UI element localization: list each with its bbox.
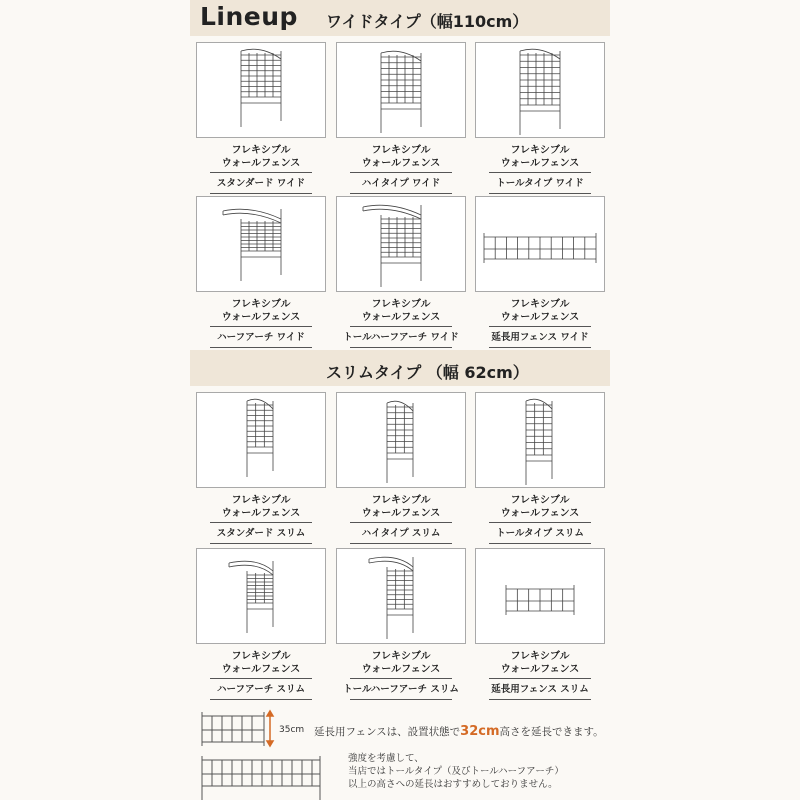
caption-divider [210,172,312,173]
slim-section-title: スリムタイプ （幅 62cm） [326,363,529,382]
product-line2: ウォールフェンス [500,508,580,519]
product-line1: フレキシブル [231,651,291,662]
product-image-frame [196,196,326,292]
extension-fence-illustration [198,708,278,748]
fence-illustration [476,197,604,291]
extension-note-pre: 延長用フェンスは、設置状態で [314,726,461,738]
caption-divider [350,193,452,194]
product-variant-name: ハイタイプ ワイド [361,178,441,189]
product-image-frame [196,42,326,138]
caption-divider [350,522,452,523]
product-line1: フレキシブル [371,299,431,310]
product-image-frame [196,392,326,488]
product-variant-name: ハイタイプ スリム [361,528,441,539]
wide-section-title: ワイドタイプ（幅110cm） [326,12,529,31]
extension-advice [348,752,564,791]
fence-illustration [197,393,325,487]
product-line1: フレキシブル [231,495,291,506]
extension-dimension-label: 35cm [279,725,305,735]
product-line2: ウォールフェンス [361,312,441,323]
product-image-frame [475,392,605,488]
product-variant-name: スタンダード スリム [216,528,306,539]
product-image-frame [196,548,326,644]
product-image-frame [336,196,466,292]
product-image-frame [336,42,466,138]
product-line2: ウォールフェンス [221,158,301,169]
advice-line: 以上の高さへの延長はおすすめしておりません。 [348,779,558,790]
caption-divider [210,678,312,679]
fence-illustration [337,43,465,137]
fence-illustration [337,197,465,291]
extension-note [314,724,604,739]
fence-illustration [197,43,325,137]
caption-divider [210,347,312,348]
caption-divider [350,543,452,544]
product-variant-name: トールハーフアーチ ワイド [343,332,459,343]
product-variant-name: 延長用フェンス ワイド [491,332,589,343]
product-line1: フレキシブル [371,495,431,506]
caption-divider [210,543,312,544]
advice-line: 当店ではトールタイプ（及びトールハーフアーチ） [348,766,564,777]
caption-divider [350,326,452,327]
fence-illustration [197,549,325,643]
product-line1: フレキシブル [371,651,431,662]
product-variant-name: トールハーフアーチ スリム [343,684,459,695]
product-line2: ウォールフェンス [221,508,301,519]
caption-divider [489,326,591,327]
fence-illustration [476,393,604,487]
product-image-frame [336,548,466,644]
caption-divider [210,193,312,194]
product-line1: フレキシブル [231,145,291,156]
fence-illustration [476,549,604,643]
product-variant-name: スタンダード ワイド [216,178,306,189]
product-line1: フレキシブル [510,495,570,506]
extended-fence-illustration [198,752,328,800]
product-line2: ウォールフェンス [361,664,441,675]
caption-divider [489,699,591,700]
caption-divider [350,347,452,348]
product-line1: フレキシブル [510,145,570,156]
fence-illustration [476,43,604,137]
product-line2: ウォールフェンス [361,158,441,169]
product-variant-name: ハーフアーチ ワイド [217,332,305,343]
fence-illustration [337,549,465,643]
product-image-frame [475,548,605,644]
caption-divider [489,543,591,544]
product-variant-name: ハーフアーチ スリム [216,684,306,695]
fence-illustration [337,393,465,487]
product-line2: ウォールフェンス [500,158,580,169]
product-image-frame [475,196,605,292]
product-line2: ウォールフェンス [500,664,580,675]
product-image-frame [475,42,605,138]
product-image-frame [336,392,466,488]
lineup-heading: Lineup [200,2,298,31]
caption-divider [350,678,452,679]
product-line1: フレキシブル [231,299,291,310]
caption-divider [489,678,591,679]
product-variant-name: 延長用フェンス スリム [491,684,589,695]
caption-divider [489,522,591,523]
product-variant-name: トールタイプ スリム [496,528,584,539]
fence-illustration [197,197,325,291]
product-line1: フレキシブル [510,651,570,662]
caption-divider [210,326,312,327]
caption-divider [210,522,312,523]
product-variant-name: トールタイプ ワイド [496,178,584,189]
caption-divider [210,699,312,700]
caption-divider [489,172,591,173]
product-line2: ウォールフェンス [221,664,301,675]
product-line2: ウォールフェンス [500,312,580,323]
caption-divider [350,699,452,700]
extension-note-post: 高さを延長できます。 [499,726,604,738]
product-line1: フレキシブル [371,145,431,156]
advice-line: 強度を考慮して、 [348,753,424,764]
product-line2: ウォールフェンス [221,312,301,323]
extension-note-value: 32cm [460,724,500,739]
product-line2: ウォールフェンス [361,508,441,519]
caption-divider [489,347,591,348]
caption-divider [350,172,452,173]
caption-divider [489,193,591,194]
product-line1: フレキシブル [510,299,570,310]
